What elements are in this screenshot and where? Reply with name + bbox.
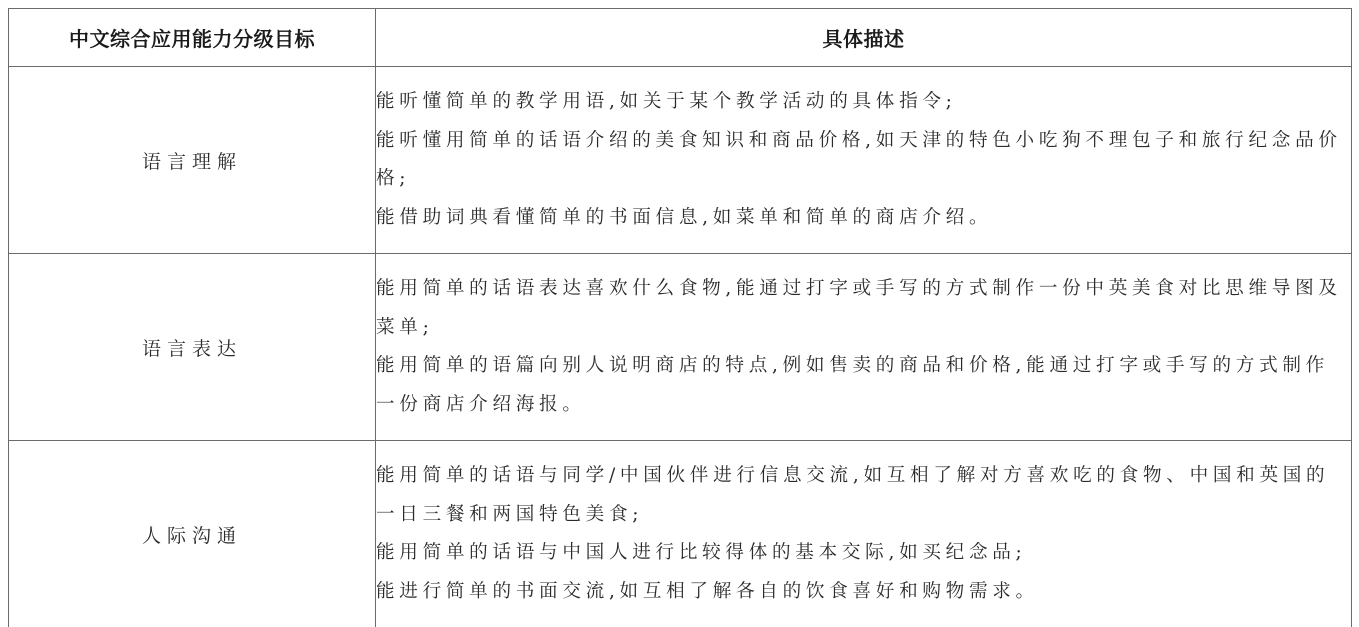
competency-level-table [8,8,1352,627]
level-cell-interpersonal-communication: 人际沟通 [9,441,376,627]
table-header [9,9,1352,67]
header-level: 中文综合应用能力分级目标 [9,9,376,67]
description-item: 能用简单的语篇向别人说明商店的特点,例如售卖的商品和价格,能通过打字或手写的方式制作一份商店介绍海报。 [376,355,1329,415]
table-body [9,67,1352,627]
description-item: 能进行简单的书面交流,如互相了解各自的饮食喜好和购物需求。 [376,580,1039,602]
description-cell-language-understanding [376,67,1352,254]
description-item: 能用简单的话语与中国人进行比较得体的基本交际,如买纪念品; [376,542,1027,563]
description-item: 能用简单的话语与同学/中国伙伴进行信息交流,如互相了解对方喜欢吃的食物、中国和英国的一日三餐和两国特色美食; [376,465,1330,525]
description-item: 能听懂简单的教学用语,如关于某个教学活动的具体指令; [376,91,957,112]
description-item: 能借助词典看懂简单的书面信息,如菜单和简单的商店介绍。 [376,206,993,228]
table-row-interpersonal-communication [9,441,1352,627]
level-cell-language-understanding: 语言理解 [9,67,376,254]
description-item: 能用简单的话语表达喜欢什么食物,能通过打字或手写的方式制作一份中英美食对比思维导图及菜单; [376,278,1342,338]
header-row [9,9,1352,67]
table-row-language-understanding [9,67,1352,254]
description-item: 能听懂用简单的话语介绍的美食知识和商品价格,如天津的特色小吃狗不理包子和旅行纪念品价格; [376,129,1342,189]
header-description: 具体描述 [376,9,1352,67]
description-cell-language-expression [376,254,1352,441]
table-row-language-expression [9,254,1352,441]
level-cell-language-expression: 语言表达 [9,254,376,441]
description-cell-interpersonal-communication [376,441,1352,627]
